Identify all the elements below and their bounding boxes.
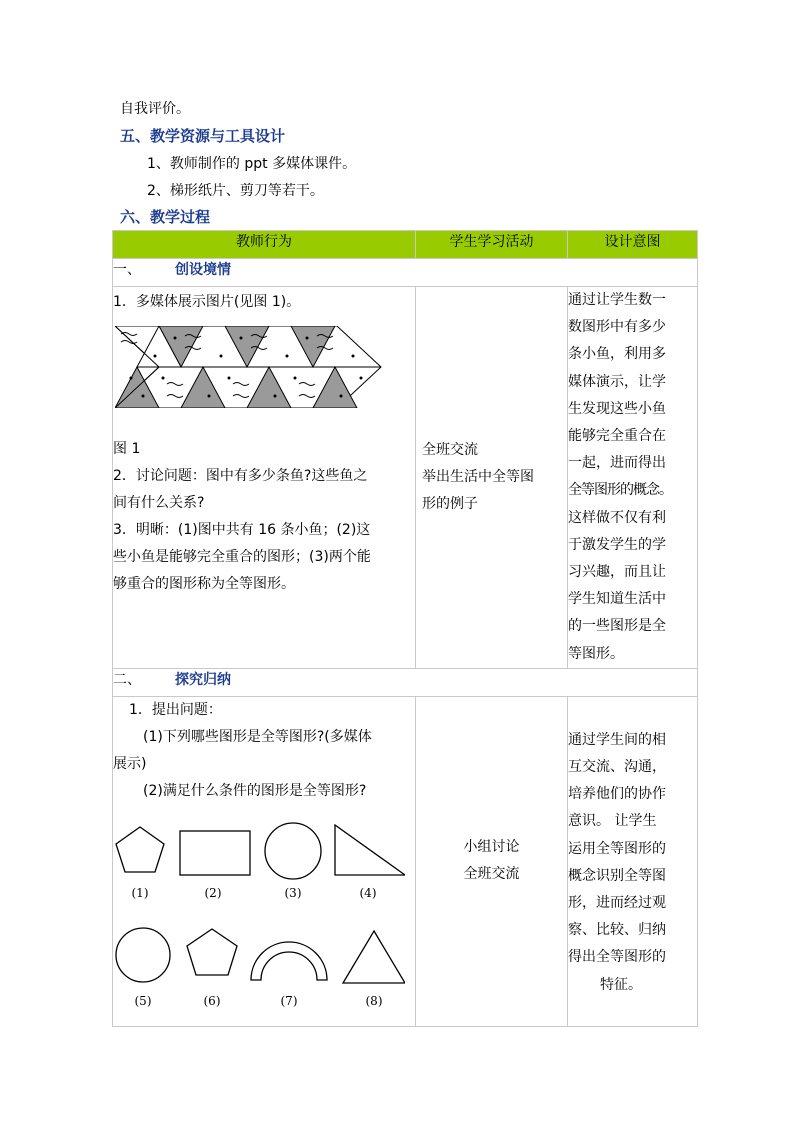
teaching-process-table (112, 230, 698, 1027)
shapes-figure (113, 815, 405, 1013)
section-num-1: 一、 (113, 262, 141, 278)
teacher-line: (1)下列哪些图形是全等图形?(多媒体 (143, 728, 372, 745)
intent-line: 条小鱼，利用多 (568, 346, 666, 363)
shape-label: (4) (359, 885, 377, 900)
shape-label: (8) (365, 993, 383, 1008)
intent-line: 这样做不仅有利 (568, 509, 666, 526)
intro-line: 自我评价。 (120, 101, 190, 117)
intent-cell-2 (568, 696, 698, 1026)
shape-label: (7) (280, 993, 298, 1008)
fish-tessellation-figure (115, 326, 385, 408)
teacher-line: 展示) (113, 755, 147, 772)
shape-label: (6) (203, 993, 221, 1008)
section-title-1: 创设境情 (175, 262, 231, 278)
section-num-2: 二、 (113, 671, 141, 688)
figure-caption: 图 1 (113, 441, 141, 457)
section-title-2: 探究归纳 (175, 671, 231, 688)
teacher-line: 2．讨论问题：图中有多少条鱼?这些鱼之 (113, 468, 368, 484)
teacher-line: 够重合的图形称为全等图形。 (113, 576, 295, 592)
intent-cell-1 (568, 287, 698, 669)
section6-heading: 六、教学过程 (120, 208, 211, 226)
shape-label: (2) (204, 885, 222, 900)
circle-icon (116, 928, 170, 982)
table-header-row (113, 231, 698, 259)
intent-line: 能够完全重合在 (568, 428, 666, 445)
teacher-line: 3．明晰：(1)图中共有 16 条小鱼；(2)这 (113, 522, 371, 538)
intent-line: 意识。 让学生 (568, 813, 657, 830)
semi-ring-icon (251, 942, 327, 980)
student-line: 形的例子 (422, 495, 478, 512)
intent-line: 一起，进而得出 (568, 455, 666, 472)
triangle-icon (343, 931, 405, 983)
shape-label: (5) (134, 993, 152, 1008)
teacher-line: 间有什么关系? (113, 495, 205, 511)
intent-line: 媒体演示，让学 (568, 373, 666, 390)
intent-line: 学生知道生活中 (568, 591, 666, 608)
intent-line: 概念识别全等图 (568, 867, 666, 884)
teacher-cell-2 (113, 696, 416, 1026)
intent-line: 通过学生间的相 (568, 731, 666, 748)
intent-line: 察、比较、归纳 (568, 922, 666, 939)
intent-line: 得出全等图形的 (568, 949, 666, 966)
intent-line: 全等图形的概念。 (568, 482, 672, 499)
student-cell-1 (416, 287, 568, 669)
header-intent: 设计意图 (568, 231, 698, 259)
section-row-2 (113, 668, 698, 696)
student-line: 全班交流 (463, 866, 520, 883)
teacher-line: 1．提出问题： (129, 701, 222, 718)
teacher-line: 些小鱼是能够完全重合的图形；(3)两个能 (113, 549, 371, 565)
section5-heading: 五、教学资源与工具设计 (120, 127, 286, 145)
student-line: 小组讨论 (463, 839, 520, 856)
content-row-1 (113, 287, 698, 669)
intent-line: 培养他们的协作 (568, 786, 666, 803)
intent-line: 等图形。 (568, 645, 624, 662)
student-cell-2 (416, 696, 568, 1026)
section5-item-1: 1、教师制作的 ppt 多媒体课件。 (147, 156, 357, 172)
intent-line: 运用全等图形的 (568, 840, 666, 857)
intent-line: 通过让学生数一 (568, 292, 666, 308)
intent-line: 互交流、沟通， (568, 759, 666, 776)
section-row-1 (113, 259, 698, 287)
shape-label: (3) (284, 885, 302, 900)
rectangle-icon (180, 831, 250, 875)
intent-line: 于激发学生的学 (568, 536, 666, 553)
header-teacher: 教师行为 (113, 231, 416, 259)
pentagon-icon (187, 929, 237, 975)
header-student: 学生学习活动 (416, 231, 568, 259)
pentagon-icon (116, 827, 164, 872)
intent-line: 的一些图形是全 (568, 618, 666, 635)
intent-line: 生发现这些小鱼 (568, 400, 666, 417)
content-row-2 (113, 696, 698, 1026)
teacher-cell-1 (113, 287, 416, 669)
intent-line: 习兴趣，而且让 (568, 564, 666, 581)
shape-label: (1) (131, 885, 149, 900)
section5-item-2: 2、梯形纸片、剪刀等若干。 (147, 183, 324, 199)
intent-line: 特征。 (600, 976, 642, 993)
teacher-line: 1．多媒体展示图片(见图 1)。 (113, 294, 301, 310)
teacher-line: (2)满足什么条件的图形是全等图形? (143, 782, 367, 799)
student-line: 举出生活中全等图 (422, 468, 534, 485)
intent-line: 数图形中有多少 (568, 319, 666, 336)
intent-line: 形，进而经过观 (568, 895, 666, 912)
right-triangle-icon (335, 825, 405, 875)
student-line: 全班交流 (422, 441, 478, 458)
circle-icon (265, 823, 321, 879)
